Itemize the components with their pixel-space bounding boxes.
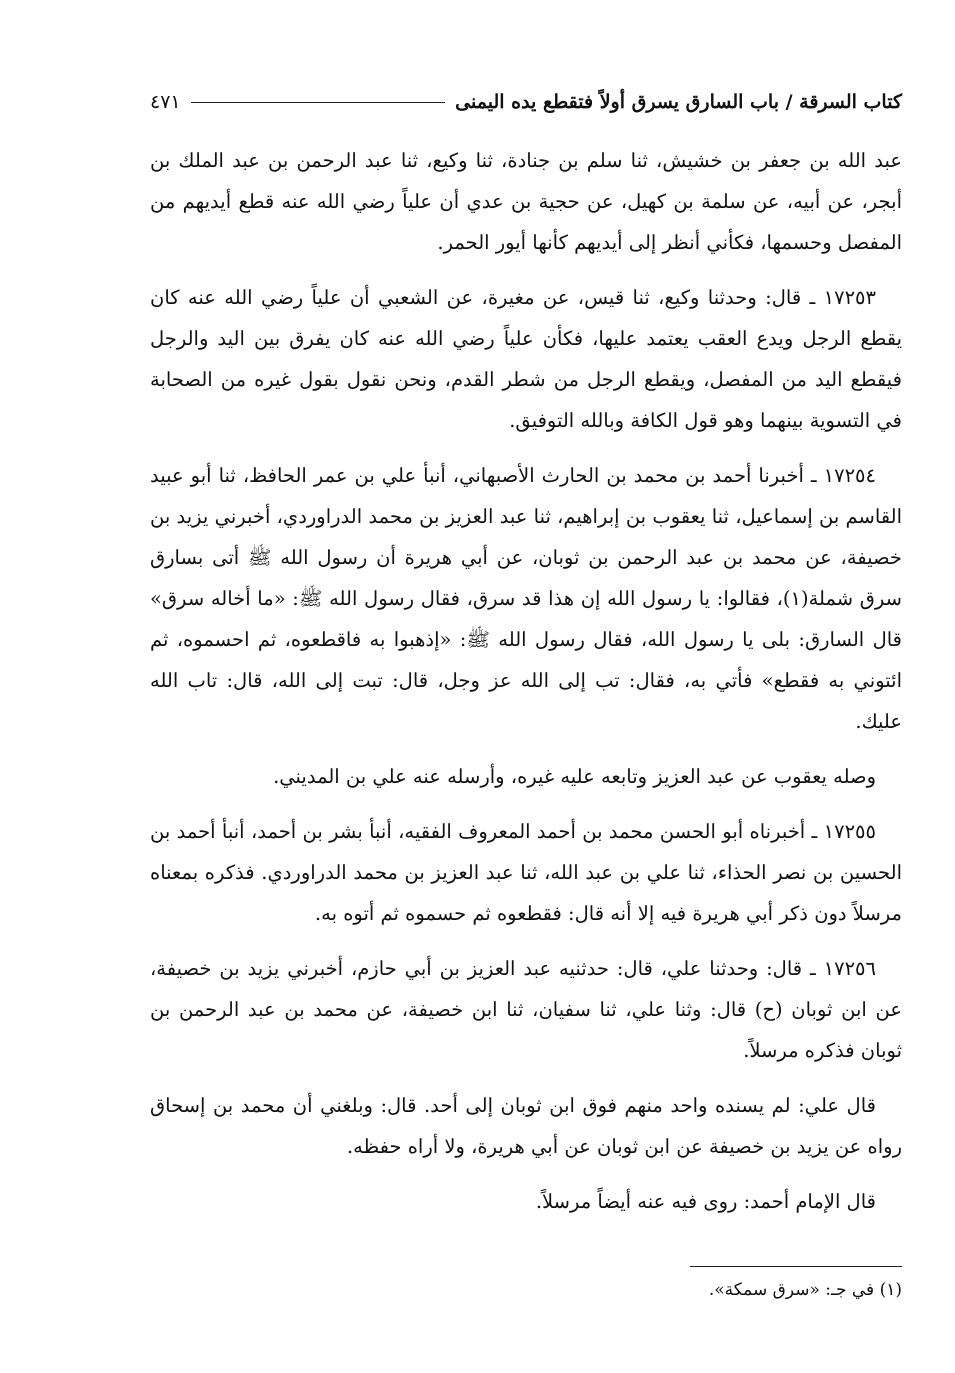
paragraph-4: وصله يعقوب عن عبد العزيز وتابعه عليه غيره، وأرسله عنه علي بن المديني. — [273, 765, 876, 788]
paragraph-8: قال الإمام أحمد: روى فيه عنه أيضاً مرسلاً. — [535, 1190, 876, 1213]
page-number: ٤٧١ — [150, 91, 181, 113]
chapter-title: كتاب السرقة / باب السارق يسرق أولاً فتقطع يده اليمنى — [455, 91, 902, 113]
main-text — [150, 140, 902, 1234]
paragraph-5: ١٧٢٥٥ ـ أخبرناه أبو الحسن محمد بن أحمد المعروف الفقيه، أنبأ بشر بن أحمد، أنبأ أحمد بن الحسين بن نصر الحذاء، ثنا علي بن عبد الله، ثنا عبد العزيز بن محمد الدراوردي. فذكره بمعناه مرسلاً دون ذكر أبي هريرة فيه إلا أنه قال: فقطعوه ثم حسموه ثم أتوه به. — [150, 820, 902, 925]
paragraph-3: ١٧٢٥٤ ـ أخبرنا أحمد بن محمد بن الحارث الأصبهاني، أنبأ علي بن عمر الحافظ، ثنا أبو عبيد القاسم بن إسماعيل، ثنا يعقوب بن إبراهيم، ثنا عبد العزيز بن محمد الدراوردي، أخبرني يزيد بن خصيفة، عن محمد بن عبد الرحمن بن ثوبان، عن أبي هريرة أن رسول الله ﷺ أتى بسارق سرق شملة(١)، فقالوا: يا رسول الله إن هذا قد سرق، فقال رسول الله ﷺ: «ما أخاله سرق» قال السارق: بلى يا رسول الله، فقال رسول الله ﷺ: «إذهبوا به فاقطعوه، ثم احسموه، ثم ائتوني به فقطع» فأتي به، فقال: تب إلى الله عز وجل، قال: تبت إلى الله، قال: تاب الله عليك. — [150, 464, 902, 733]
paragraph-6: ١٧٢٥٦ ـ قال: وحدثنا علي، قال: حدثنيه عبد العزيز بن أبي حازم، أخبرني يزيد بن خصيفة، عن ابن ثوبان (ح) قال: وثنا علي، ثنا سفيان، ثنا ابن خصيفة، عن محمد بن عبد الرحمن بن ثوبان فذكره مرسلاً. — [150, 957, 902, 1062]
footnote: (١) في جـ: «سرق سمكة». — [708, 1280, 902, 1300]
paragraph-1: عبد الله بن جعفر بن خشيش، ثنا سلم بن جنادة، ثنا وكيع، ثنا عبد الرحمن بن عبد الملك بن أبجر، عن أبيه، عن سلمة بن كهيل، عن حجية بن عدي أن علياً رضي الله عنه قطع أيديهم من المفصل وحسمها، فكأني أنظر إلى أيديهم كأنها أيور الحمر. — [150, 149, 902, 254]
paragraph-2: ١٧٢٥٣ ـ قال: وحدثنا وكيع، ثنا قيس، عن مغيرة، عن الشعبي أن علياً رضي الله عنه كان يقطع الرجل ويدع العقب يعتمد عليها، فكأن علياً رضي الله عنه كان يفرق بين اليد والرجل فيقطع اليد من المفصل، ويقطع الرجل من شطر القدم، ونحن نقول بقول غيره من الصحابة في التسوية بينهما وهو قول الكافة وبالله التوفيق. — [150, 286, 902, 432]
footnote-rule — [690, 1266, 902, 1267]
header-rule — [191, 102, 446, 103]
running-header — [150, 82, 902, 122]
paragraph-7: قال علي: لم يسنده واحد منهم فوق ابن ثوبان إلى أحد. قال: وبلغني أن محمد بن إسحاق رواه عن يزيد بن خصيفة عن ابن ثوبان عن أبي هريرة، ولا أراه حفظه. — [150, 1094, 902, 1158]
